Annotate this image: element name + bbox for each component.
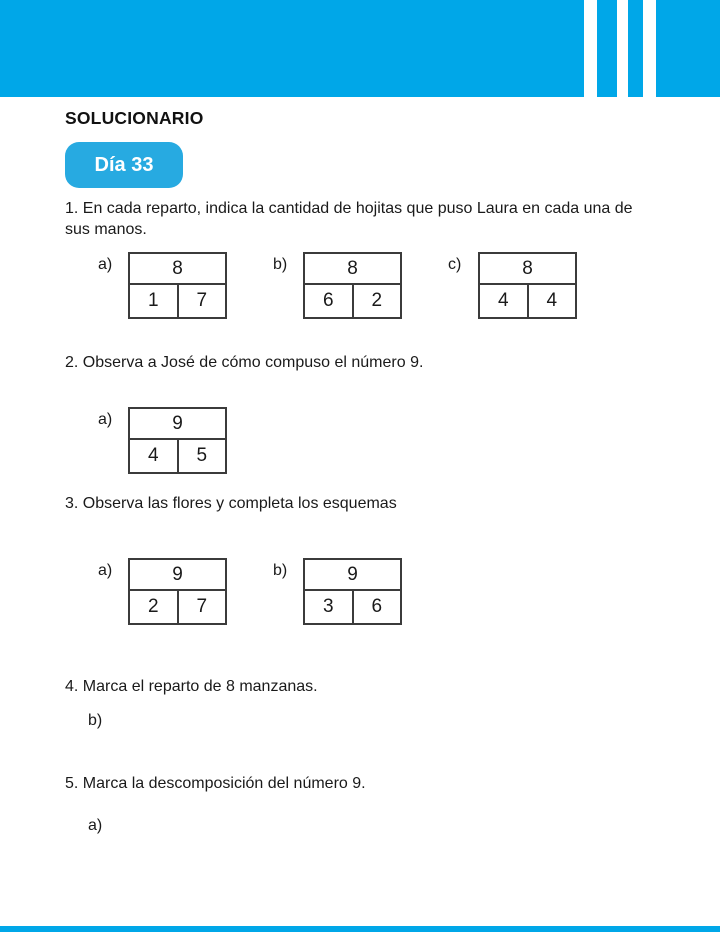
part-cell-right: 4 xyxy=(527,285,576,317)
part-cell-right: 7 xyxy=(177,285,226,317)
part-cell-right: 6 xyxy=(352,591,401,623)
option-label: c) xyxy=(448,256,462,273)
question-3-diagrams xyxy=(98,558,680,625)
question-5-answer-option: a) xyxy=(88,817,103,834)
part-cell-left: 4 xyxy=(147,445,159,466)
question-4-text: 4. Marca el reparto de 8 manzanas. xyxy=(65,678,318,695)
number-bond-box xyxy=(128,252,227,319)
banner-stripe-gap xyxy=(643,0,656,97)
total-cell: 9 xyxy=(130,409,225,440)
question-3-text: 3. Observa las flores y completa los esquemas xyxy=(65,495,397,512)
part-cell-left: 2 xyxy=(147,596,159,617)
option-label: b) xyxy=(273,562,288,579)
question-1-diagrams xyxy=(98,252,680,319)
question-2-diagrams xyxy=(98,407,680,474)
option-label: b) xyxy=(273,256,288,273)
number-bond-box xyxy=(128,407,227,474)
parts-row xyxy=(480,285,575,317)
question-2-text: 2. Observa a José de cómo compuso el número 9. xyxy=(65,354,424,371)
decomposition-diagram xyxy=(98,558,227,625)
parts-row xyxy=(305,285,400,317)
total-cell: 9 xyxy=(130,560,225,591)
decomposition-diagram xyxy=(98,252,227,319)
day-badge-label: Día 33 xyxy=(94,153,154,176)
parts-row xyxy=(305,591,400,623)
banner-stripe-gap xyxy=(584,0,597,97)
banner-stripe-gap xyxy=(617,0,628,97)
decomposition-diagram xyxy=(273,558,402,625)
number-bond-box xyxy=(478,252,577,319)
option-label: a) xyxy=(98,256,113,273)
number-bond-box xyxy=(303,558,402,625)
parts-row xyxy=(130,285,225,317)
question-1-text: 1. En cada reparto, indica la cantidad de hojitas que puso Laura en cada una de sus manos. xyxy=(65,200,633,238)
part-cell-left: 6 xyxy=(322,290,334,311)
total-cell: 8 xyxy=(130,254,225,285)
page-title: SOLUCIONARIO xyxy=(65,108,204,128)
part-cell-left: 3 xyxy=(322,596,334,617)
decomposition-diagram xyxy=(448,252,577,319)
question-4-answer-option: b) xyxy=(88,712,103,729)
part-cell-right: 2 xyxy=(352,285,401,317)
total-cell: 8 xyxy=(305,254,400,285)
total-cell: 8 xyxy=(480,254,575,285)
part-cell-left: 1 xyxy=(147,290,159,311)
part-cell-right: 7 xyxy=(177,591,226,623)
parts-row xyxy=(130,440,225,472)
bottom-accent-bar xyxy=(0,926,720,932)
part-cell-left: 4 xyxy=(497,290,509,311)
decomposition-diagram xyxy=(273,252,402,319)
top-banner xyxy=(0,0,720,97)
number-bond-box xyxy=(303,252,402,319)
part-cell-right: 5 xyxy=(177,440,226,472)
parts-row xyxy=(130,591,225,623)
decomposition-diagram xyxy=(98,407,227,474)
number-bond-box xyxy=(128,558,227,625)
page-content xyxy=(0,108,720,836)
option-label: a) xyxy=(98,562,113,579)
day-badge xyxy=(65,142,183,188)
option-label: a) xyxy=(98,411,113,428)
question-5-text: 5. Marca la descomposición del número 9. xyxy=(65,775,366,792)
total-cell: 9 xyxy=(305,560,400,591)
